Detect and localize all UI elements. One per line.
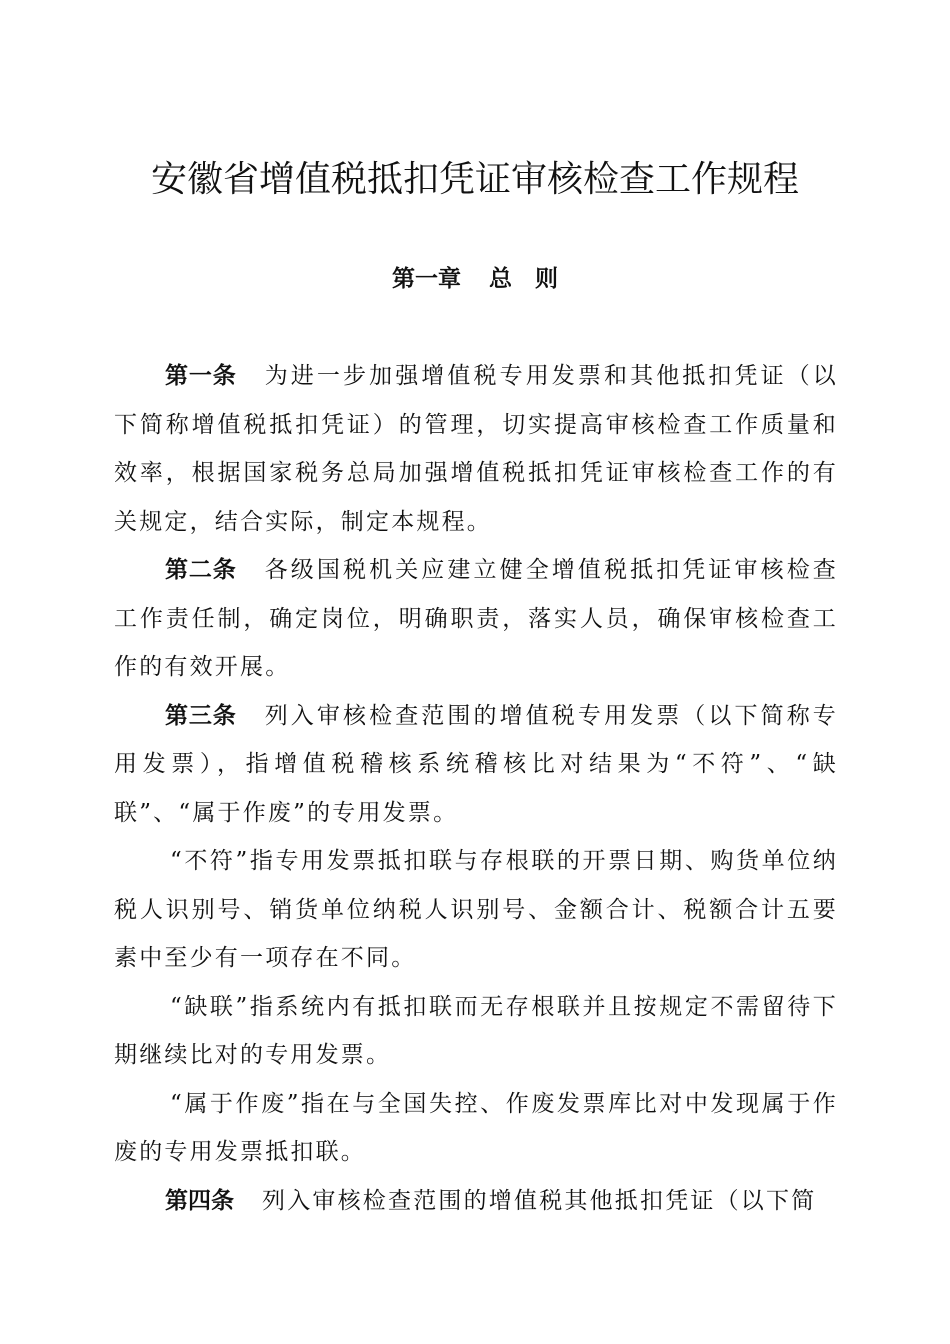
document-body	[114, 352, 838, 1225]
article-text: 列入审核检查范围的增值税其他抵扣凭证（以下简	[262, 1187, 817, 1214]
document-title: 安徽省增值税抵扣凭证审核检查工作规程	[150, 159, 799, 200]
definition-missing-copy: “缺联”指系统内有抵扣联而无存根联并且按规定不需留待下期继续比对的专用发票。	[114, 993, 838, 1068]
article-4	[114, 1177, 838, 1226]
article-3	[114, 692, 838, 838]
definition-voided: “属于作废”指在与全国失控、作废发票库比对中发现属于作废的专用发票抵扣联。	[114, 1090, 838, 1165]
article-number: 第二条	[165, 557, 237, 583]
article-text: 列入审核检查范围的增值税专用发票（以下简称专用发票），指增值税稽核系统稽核比对结果为“不符”、“缺联”、“属于作废”的专用发票。	[114, 702, 838, 826]
article-number: 第四条	[165, 1187, 234, 1214]
article-number: 第三条	[165, 702, 237, 729]
chapter-name: 总 则	[489, 266, 558, 292]
article-number: 第一条	[165, 363, 237, 389]
definition-mismatch: “不符”指专用发票抵扣联与存根联的开票日期、购货单位纳税人识别号、销货单位纳税人识别号、金额合计、税额合计五要素中至少有一项存在不同。	[114, 848, 838, 971]
article-text: 为进一步加强增值税专用发票和其他抵扣凭证（以下简称增值税抵扣凭证）的管理，切实提高审核检查工作质量和效率，根据国家税务总局加强增值税抵扣凭证审核检查工作的有关规定，结合实际，制定本规程。	[114, 363, 838, 535]
article-text: 各级国税机关应建立健全增值税抵扣凭证审核检查工作责任制，确定岗位，明确职责，落实人员，确保审核检查工作的有效开展。	[114, 557, 838, 680]
chapter-heading	[0, 262, 950, 296]
chapter-number: 第一章	[392, 266, 461, 292]
article-1	[114, 352, 838, 546]
article-2	[114, 546, 838, 692]
